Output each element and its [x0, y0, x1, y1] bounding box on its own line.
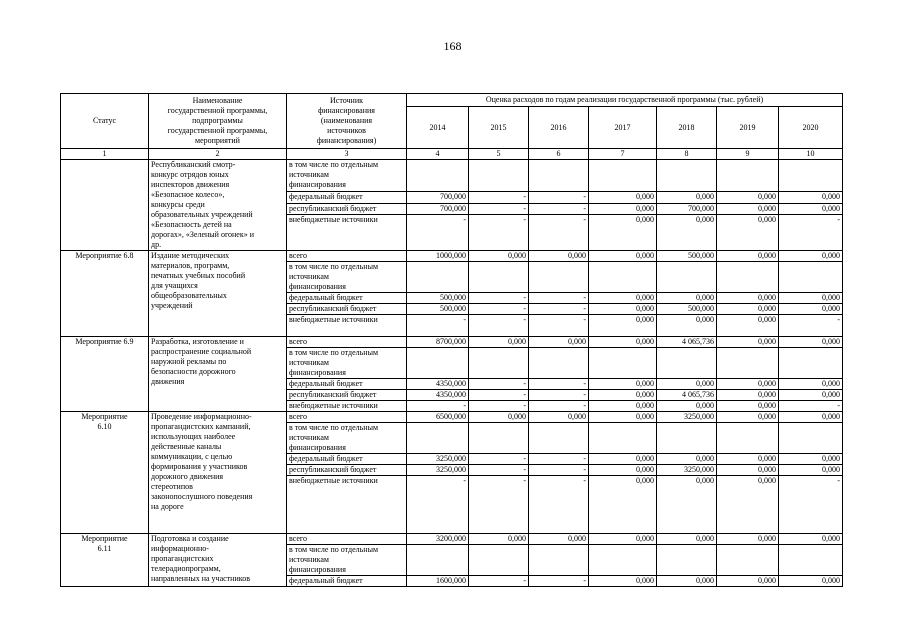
measure-name-line: дорогах», «Зеленый огонек» и — [151, 230, 255, 239]
year-value-cell: 0,000 — [589, 465, 657, 476]
year-value-cell: 0,000 — [779, 192, 843, 203]
year-value-cell: - — [469, 465, 529, 476]
funding-source-line: финансирования — [289, 565, 346, 574]
column-number: 10 — [779, 149, 843, 160]
header-year: 2020 — [779, 107, 843, 149]
year-value-cell: 0,000 — [657, 293, 717, 304]
year-value-cell — [657, 545, 717, 576]
measure-name-line: «Безопасное колесо», — [151, 190, 225, 199]
year-value-cell: 0,000 — [717, 379, 779, 390]
year-value-cell — [469, 160, 529, 192]
year-value-cell: 700,000 — [407, 192, 469, 203]
year-value-cell: - — [529, 401, 589, 412]
funding-source-line: всего — [289, 337, 308, 346]
year-value-cell — [657, 348, 717, 379]
funding-source-line: внебюджетные источники — [289, 476, 378, 485]
year-value-cell — [657, 423, 717, 454]
year-value-cell: - — [407, 215, 469, 251]
year-value-cell: 1000,000 — [407, 251, 469, 262]
year-value-cell: 0,000 — [779, 465, 843, 476]
year-value-cell: 0,000 — [589, 304, 657, 315]
header-year: 2018 — [657, 107, 717, 149]
measure-name-cell — [149, 412, 287, 534]
year-value-cell — [589, 262, 657, 293]
year-value-cell: 0,000 — [589, 412, 657, 423]
year-value-cell: - — [469, 192, 529, 203]
year-value-cell: 0,000 — [717, 476, 779, 534]
year-value-cell — [589, 423, 657, 454]
measure-name-line: коммуникации, с целью — [151, 452, 233, 461]
year-value-cell — [407, 160, 469, 192]
table-row — [61, 534, 843, 545]
measure-name-line: общеобразовательных — [151, 291, 227, 300]
year-value-cell — [589, 348, 657, 379]
funding-source-line: источникам — [289, 272, 329, 281]
year-value-cell: 0,000 — [589, 192, 657, 203]
year-value-cell: 0,000 — [657, 454, 717, 465]
column-number: 1 — [61, 149, 149, 160]
table-row — [61, 337, 843, 348]
measure-name-line: материалов, программ, — [151, 261, 230, 270]
status-cell — [61, 160, 149, 251]
column-number: 5 — [469, 149, 529, 160]
column-number: 9 — [717, 149, 779, 160]
year-value-cell: 0,000 — [589, 476, 657, 534]
measure-name-line: конкурс отрядов юных — [151, 170, 229, 179]
measure-name-line: инспекторов движения — [151, 180, 230, 189]
funding-source-cell — [287, 262, 407, 293]
year-value-cell: - — [469, 390, 529, 401]
measure-name-line: пропагандистских кампаний, — [151, 422, 251, 431]
header-year: 2017 — [589, 107, 657, 149]
year-value-cell: 0,000 — [779, 251, 843, 262]
year-value-cell: - — [469, 315, 529, 337]
funding-source-line: республиканский бюджет — [289, 203, 377, 213]
funding-source-cell — [287, 401, 407, 412]
year-value-cell: 0,000 — [657, 192, 717, 203]
status-cell — [61, 251, 149, 337]
funding-source-cell — [287, 379, 407, 390]
measure-name-line: распространение социальной — [151, 347, 252, 356]
year-value-cell: 0,000 — [589, 401, 657, 412]
year-value-cell: 0,000 — [717, 337, 779, 348]
measure-name-cell — [149, 534, 287, 587]
funding-source-cell — [287, 423, 407, 454]
year-value-cell: 0,000 — [779, 576, 843, 587]
year-value-cell — [529, 262, 589, 293]
funding-source-line: источникам — [289, 555, 329, 564]
funding-source-cell — [287, 454, 407, 465]
year-value-cell: 500,000 — [407, 293, 469, 304]
funding-source-cell — [287, 476, 407, 534]
year-value-cell: 0,000 — [779, 203, 843, 214]
funding-source-cell — [287, 304, 407, 315]
year-value-cell: 0,000 — [657, 476, 717, 534]
year-value-cell: - — [407, 476, 469, 534]
year-value-cell — [779, 160, 843, 192]
year-value-cell: - — [529, 576, 589, 587]
year-value-cell: 0,000 — [469, 534, 529, 545]
year-value-cell: 0,000 — [717, 390, 779, 401]
measure-name-line: печатных учебных пособий — [151, 271, 246, 280]
year-value-cell: 0,000 — [779, 454, 843, 465]
year-value-cell — [469, 423, 529, 454]
year-value-cell: 0,000 — [589, 203, 657, 214]
year-value-cell — [589, 545, 657, 576]
year-value-cell: 3200,000 — [407, 534, 469, 545]
year-value-cell: 0,000 — [589, 534, 657, 545]
year-value-cell — [779, 348, 843, 379]
year-value-cell: 6500,000 — [407, 412, 469, 423]
year-value-cell: 1600,000 — [407, 576, 469, 587]
measure-name-line: направленных на участников — [151, 574, 250, 583]
year-value-cell: - — [529, 454, 589, 465]
year-value-cell: 0,000 — [717, 412, 779, 423]
year-value-cell: - — [529, 315, 589, 337]
year-value-cell: 0,000 — [779, 534, 843, 545]
year-value-cell — [529, 423, 589, 454]
year-value-cell — [779, 423, 843, 454]
year-value-cell: 0,000 — [779, 390, 843, 401]
year-value-cell: 0,000 — [529, 534, 589, 545]
measure-name-cell — [149, 251, 287, 337]
column-number: 3 — [287, 149, 407, 160]
year-value-cell: - — [469, 476, 529, 534]
measure-name-line: Издание методических — [151, 251, 230, 260]
column-number: 2 — [149, 149, 287, 160]
year-value-cell — [529, 545, 589, 576]
funding-source-line: всего — [289, 412, 308, 421]
measure-name-line: учреждений — [151, 301, 193, 310]
year-value-cell: 0,000 — [529, 412, 589, 423]
column-number: 8 — [657, 149, 717, 160]
funding-source-cell — [287, 203, 407, 214]
table-row — [61, 251, 843, 262]
year-value-cell: 3250,000 — [657, 412, 717, 423]
funding-source-cell — [287, 160, 407, 192]
measure-name-cell — [149, 337, 287, 412]
year-value-cell: - — [469, 215, 529, 251]
year-value-cell: 0,000 — [657, 379, 717, 390]
funding-source-cell — [287, 576, 407, 587]
funding-source-line: республиканский бюджет — [289, 390, 377, 399]
header-year: 2014 — [407, 107, 469, 149]
year-value-cell — [717, 545, 779, 576]
year-value-cell: 0,000 — [717, 215, 779, 251]
year-value-cell: 0,000 — [717, 251, 779, 262]
status-cell — [61, 337, 149, 412]
year-value-cell: - — [469, 401, 529, 412]
year-value-cell: 0,000 — [589, 293, 657, 304]
year-value-cell — [407, 348, 469, 379]
page-number: 168 — [443, 39, 462, 53]
measure-name-line: «Безопасность детей на — [151, 220, 232, 229]
year-value-cell: 500,000 — [657, 251, 717, 262]
year-value-cell: - — [469, 379, 529, 390]
year-value-cell — [657, 262, 717, 293]
funding-source-cell — [287, 465, 407, 476]
year-value-cell: - — [529, 304, 589, 315]
year-value-cell: 0,000 — [779, 304, 843, 315]
year-value-cell: 4 065,736 — [657, 337, 717, 348]
year-value-cell: 700,000 — [657, 203, 717, 214]
funding-source-line: финансирования — [289, 180, 346, 189]
year-value-cell — [717, 423, 779, 454]
year-value-cell: - — [529, 465, 589, 476]
year-value-cell: 0,000 — [589, 315, 657, 337]
measure-name-line: Проведение информационно- — [151, 412, 252, 421]
funding-source-cell — [287, 545, 407, 576]
year-value-cell: 500,000 — [407, 304, 469, 315]
funding-source-cell — [287, 348, 407, 379]
measure-name-line: телерадиопрограмм, — [151, 564, 221, 573]
measure-name-line: движения — [151, 377, 185, 386]
status-line: Мероприятие — [81, 412, 128, 421]
status-cell — [61, 412, 149, 534]
year-value-cell: 0,000 — [657, 401, 717, 412]
year-value-cell — [529, 160, 589, 192]
year-value-cell: 0,000 — [657, 576, 717, 587]
year-value-cell: 0,000 — [779, 412, 843, 423]
funding-source-cell — [287, 293, 407, 304]
year-value-cell: 0,000 — [717, 192, 779, 203]
year-value-cell: 0,000 — [589, 337, 657, 348]
funding-source-line: источникам — [289, 358, 329, 367]
year-value-cell: 4350,000 — [407, 379, 469, 390]
measure-name-line: для учащихся — [151, 281, 198, 290]
year-value-cell: 0,000 — [469, 412, 529, 423]
measure-name-line: безопасности дорожного — [151, 367, 236, 376]
year-value-cell: - — [469, 203, 529, 214]
year-value-cell: - — [529, 293, 589, 304]
year-value-cell: - — [529, 390, 589, 401]
year-value-cell — [407, 545, 469, 576]
year-value-cell: 4 065,736 — [657, 390, 717, 401]
status-line: 6.11 — [97, 544, 112, 553]
funding-source-cell — [287, 412, 407, 423]
year-value-cell: - — [529, 203, 589, 214]
year-value-cell: - — [469, 576, 529, 587]
year-value-cell: - — [779, 476, 843, 534]
year-value-cell: 0,000 — [589, 251, 657, 262]
status-line: Мероприятие — [81, 534, 128, 543]
measure-name-line: пропагандистских — [151, 554, 214, 563]
measure-name-line: формирования у участников — [151, 462, 248, 471]
funding-source-line: внебюджетные источники — [289, 401, 378, 410]
header-source: Источник финансирования (наименования источников финансирования) — [287, 94, 407, 149]
funding-source-line: федеральный бюджет — [289, 192, 363, 202]
year-value-cell: - — [779, 315, 843, 337]
header-year: 2015 — [469, 107, 529, 149]
funding-source-line: федеральный бюджет — [289, 293, 363, 302]
year-value-cell: - — [529, 215, 589, 251]
year-value-cell: - — [407, 315, 469, 337]
year-value-cell: 0,000 — [589, 379, 657, 390]
funding-source-cell — [287, 390, 407, 401]
funding-source-cell — [287, 534, 407, 545]
year-value-cell: - — [529, 192, 589, 203]
status-line: Мероприятие 6.8 — [75, 251, 134, 260]
year-value-cell: - — [779, 401, 843, 412]
funding-source-line: федеральный бюджет — [289, 379, 363, 388]
funding-source-line: финансирования — [289, 368, 346, 377]
year-value-cell: 500,000 — [657, 304, 717, 315]
measure-name-line: конкурсы среди — [151, 200, 205, 209]
year-value-cell — [407, 423, 469, 454]
year-value-cell: 8700,000 — [407, 337, 469, 348]
year-value-cell — [407, 262, 469, 293]
year-value-cell: 0,000 — [717, 293, 779, 304]
measure-name-line: информационно- — [151, 544, 209, 553]
funding-source-line: в том числе по отдельным — [289, 160, 379, 169]
year-value-cell: 0,000 — [717, 534, 779, 545]
funding-source-line: в том числе по отдельным — [289, 348, 379, 357]
funding-source-line: республиканский бюджет — [289, 304, 377, 313]
header-estimate: Оценка расходов по годам реализации государственной программы (тыс. рублей) — [407, 94, 843, 107]
status-line: 6.10 — [97, 422, 112, 431]
table-row — [61, 160, 843, 192]
funding-source-cell — [287, 337, 407, 348]
year-value-cell: 0,000 — [589, 576, 657, 587]
year-value-cell: 0,000 — [717, 576, 779, 587]
header-status: Статус — [61, 94, 149, 149]
year-value-cell: 3250,000 — [407, 454, 469, 465]
year-value-cell: 0,000 — [657, 215, 717, 251]
year-value-cell — [469, 545, 529, 576]
year-value-cell: 0,000 — [589, 390, 657, 401]
year-value-cell: 0,000 — [717, 203, 779, 214]
funding-source-line: внебюджетные источники — [289, 215, 378, 224]
measure-name-line: использующих наиболее — [151, 432, 236, 441]
year-value-cell: 3250,000 — [657, 465, 717, 476]
measure-name-cell — [149, 160, 287, 251]
year-value-cell — [779, 262, 843, 293]
column-number: 6 — [529, 149, 589, 160]
header-year: 2016 — [529, 107, 589, 149]
year-value-cell: 0,000 — [717, 465, 779, 476]
year-value-cell — [779, 545, 843, 576]
year-value-cell: 0,000 — [717, 401, 779, 412]
measure-name-line: на дороге — [151, 502, 184, 511]
funding-source-line: федеральный бюджет — [289, 454, 363, 463]
measure-name-line: действенные каналы — [151, 442, 222, 451]
measure-name-line: Разработка, изготовление и — [151, 337, 244, 346]
measure-name-line: стереотипов — [151, 482, 193, 491]
funding-source-line: источникам — [289, 170, 329, 179]
year-value-cell: 0,000 — [657, 315, 717, 337]
year-value-cell: 4350,000 — [407, 390, 469, 401]
year-value-cell — [589, 160, 657, 192]
year-value-cell: - — [529, 476, 589, 534]
funding-source-line: внебюджетные источники — [289, 315, 378, 324]
column-number: 4 — [407, 149, 469, 160]
year-value-cell: 0,000 — [529, 337, 589, 348]
year-value-cell: 0,000 — [717, 315, 779, 337]
year-value-cell — [529, 348, 589, 379]
year-value-cell: - — [469, 293, 529, 304]
year-value-cell: - — [407, 401, 469, 412]
measure-name-line: др. — [151, 240, 162, 249]
year-value-cell: 0,000 — [779, 337, 843, 348]
header-name: Наименование государственной программы, подпрограммы государственной программы, мероприятий — [149, 94, 287, 149]
year-value-cell: 0,000 — [657, 534, 717, 545]
funding-source-cell — [287, 192, 407, 203]
funding-source-line: в том числе по отдельным — [289, 262, 379, 271]
funding-source-line: всего — [289, 251, 308, 260]
year-value-cell: 0,000 — [469, 337, 529, 348]
year-value-cell: 0,000 — [779, 379, 843, 390]
year-value-cell: 700,000 — [407, 203, 469, 214]
year-value-cell: 0,000 — [717, 454, 779, 465]
funding-source-line: источникам — [289, 433, 329, 442]
table-body — [61, 160, 843, 587]
year-value-cell: - — [469, 304, 529, 315]
year-value-cell: - — [529, 379, 589, 390]
measure-name-line: наружной рекламы по — [151, 357, 227, 366]
funding-source-line: всего — [289, 534, 308, 543]
year-value-cell: 0,000 — [589, 454, 657, 465]
year-value-cell — [657, 160, 717, 192]
funding-source-line: финансирования — [289, 282, 346, 291]
year-value-cell: - — [779, 215, 843, 251]
measure-name-line: образовательных учреждений — [151, 210, 253, 219]
year-value-cell: 0,000 — [717, 304, 779, 315]
year-value-cell: 0,000 — [529, 251, 589, 262]
measure-name-line: Подготовка и создание — [151, 534, 229, 543]
year-value-cell — [469, 348, 529, 379]
funding-source-cell — [287, 215, 407, 251]
status-line: Мероприятие 6.9 — [75, 337, 134, 346]
funding-source-line: финансирования — [289, 443, 346, 452]
measure-name-line: законопослушного поведения — [151, 492, 253, 501]
funding-source-line: в том числе по отдельным — [289, 423, 379, 432]
funding-source-line: республиканский бюджет — [289, 465, 377, 474]
column-number: 7 — [589, 149, 657, 160]
measure-name-line: дорожного движения — [151, 472, 224, 481]
funding-source-line: в том числе по отдельным — [289, 545, 379, 554]
year-value-cell: - — [469, 454, 529, 465]
year-value-cell: 0,000 — [589, 215, 657, 251]
year-value-cell — [717, 348, 779, 379]
year-value-cell — [717, 262, 779, 293]
year-value-cell: 3250,000 — [407, 465, 469, 476]
year-value-cell: 0,000 — [779, 293, 843, 304]
year-value-cell — [469, 262, 529, 293]
table-row — [61, 412, 843, 423]
funding-source-line: федеральный бюджет — [289, 576, 363, 585]
year-value-cell: 0,000 — [469, 251, 529, 262]
funding-source-cell — [287, 315, 407, 337]
measure-name-line: Республиканский смотр- — [151, 160, 236, 169]
status-cell — [61, 534, 149, 587]
year-value-cell — [717, 160, 779, 192]
budget-table — [60, 93, 843, 587]
header-year: 2019 — [717, 107, 779, 149]
funding-source-cell — [287, 251, 407, 262]
